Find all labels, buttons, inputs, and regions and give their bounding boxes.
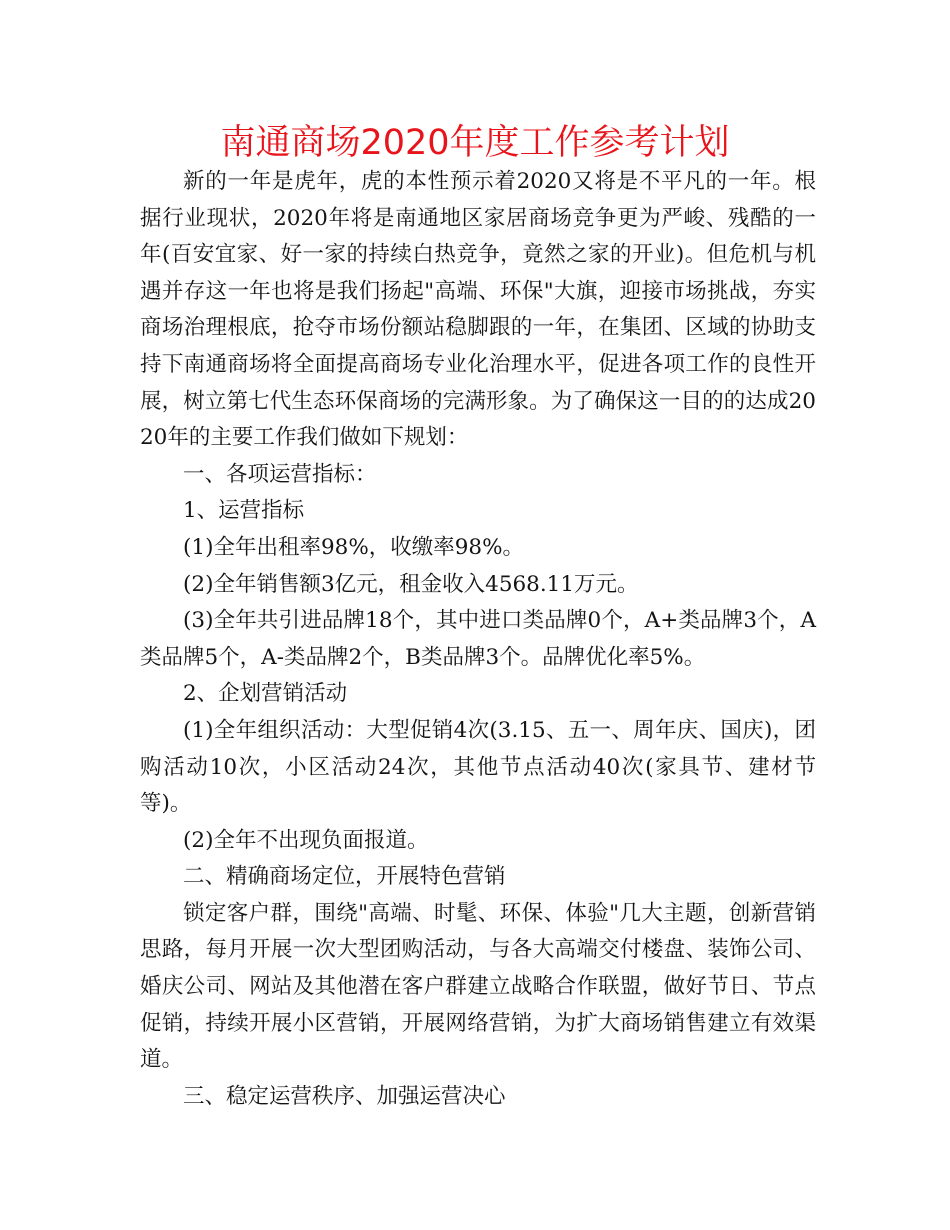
document-title: 南通商场2020年度工作参考计划 bbox=[220, 123, 730, 163]
list-item: (2)全年不出现负面报道。 bbox=[183, 827, 429, 853]
intro-paragraph: 新的一年是虎年，虎的本性预示着2020又将是不平凡的一年。根据行业现状，2020年将是南通地区家居商场竞争更为严峻、残酷的一年(百安宜家、好一家的持续白热竞争，竟然之家的开业)。但危机与机遇并存这一年也将是我们扬起"高端、环保"大旗，迎接市场挑战，夯实商场治理根底，抢夺市场份额站稳脚跟的一年，在集团、区域的协助支持下南通商场将全面提高商场专业化治理水平，促进各项工作的良性开展，树立第七代生态环保商场的完满形象。为了确保这一目的的达成2020年的主要工作我们做如下规划： bbox=[140, 169, 816, 451]
list-item: (1)全年出租率98%，收缴率98%。 bbox=[183, 534, 525, 560]
list-item: (3)全年共引进品牌18个，其中进口类品牌0个，A+类品牌3个，A类品牌5个，A-类品牌2个，B类品牌3个。品牌优化率5%。 bbox=[140, 608, 816, 670]
section-heading-1: 一、各项运营指标： bbox=[183, 461, 377, 487]
document-body bbox=[140, 164, 816, 1115]
list-item: (2)全年销售额3亿元，租金收入4568.11万元。 bbox=[183, 571, 639, 597]
body-paragraph: 锁定客户群，围绕"高端、时髦、环保、体验"几大主题，创新营销思路，每月开展一次大型团购活动，与各大高端交付楼盘、装饰公司、婚庆公司、网站及其他潜在客户群建立战略合作联盟，做好节日、节点促销，持续开展小区营销，开展网络营销，为扩大商场销售建立有效渠道。 bbox=[140, 900, 816, 1073]
list-item: (1)全年组织活动：大型促销4次(3.15、五一、周年庆、国庆)，团购活动10次，小区活动24次，其他节点活动40次(家具节、建材节等)。 bbox=[140, 717, 816, 817]
subsection-heading-1: 1、运营指标 bbox=[183, 498, 305, 524]
section-heading-2: 二、精确商场定位，开展特色营销 bbox=[183, 864, 506, 890]
section-heading-3: 三、稳定运营秩序、加强运营决心 bbox=[183, 1083, 506, 1109]
subsection-heading-2: 2、企划营销活动 bbox=[183, 681, 348, 707]
